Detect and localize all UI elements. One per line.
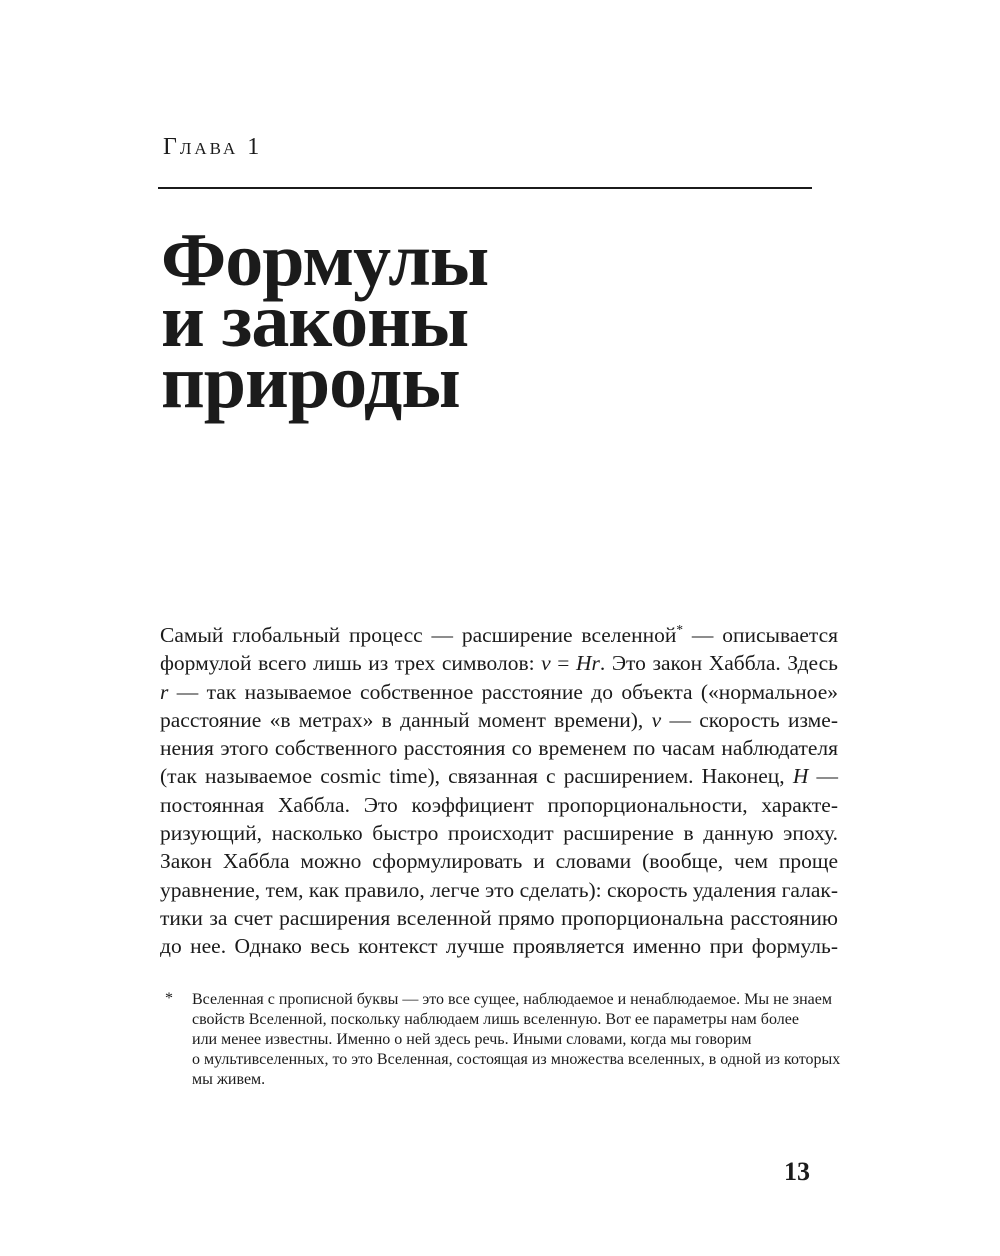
title-line: природы xyxy=(161,340,460,424)
body-segment: — описывается xyxy=(683,623,839,647)
title-line: Формулы xyxy=(161,218,489,302)
body-line xyxy=(160,734,838,762)
footnote-line: мы живем. xyxy=(192,1071,266,1088)
formula-symbol: H xyxy=(792,764,809,789)
body-line xyxy=(160,876,838,904)
body-segment: Закон Хаббла можно сформулировать и словами (вообще, чем проще xyxy=(160,849,838,874)
body-segment: уравнение, тем, как правило, легче это сделать): скорость удаления галак- xyxy=(160,877,838,902)
body-line xyxy=(160,932,838,960)
body-segment: расстояние «в метрах» в данный момент времени), xyxy=(160,707,652,732)
formula-symbol: v xyxy=(651,707,662,732)
chapter-divider-rule xyxy=(158,187,812,189)
body-line xyxy=(160,706,838,734)
body-segment: — скорость изме- xyxy=(661,707,838,732)
body-line xyxy=(160,649,838,677)
body-segment: формулой всего лишь из трех символов: xyxy=(160,651,542,676)
footnote-marker: * xyxy=(165,990,173,1007)
footnote-line: свойств Вселенной, поскольку наблюдаем лишь вселенную. Вот ее параметры нам более xyxy=(192,1011,799,1028)
footnote-line: о мультивселенных, то это Вселенная, состоящая из множества вселенных, в одной из которых xyxy=(192,1051,841,1068)
body-segment: Самый глобальный процесс — расширение вселенной xyxy=(160,623,677,647)
body-segment: постоянная Хаббла. Это коэффициент пропорциональности, характе- xyxy=(160,792,838,817)
formula-symbol: r xyxy=(160,679,169,704)
chapter-title xyxy=(161,218,489,424)
footnote xyxy=(165,990,840,1090)
page-number: 13 xyxy=(784,1157,810,1186)
body-line xyxy=(160,621,838,649)
footnote-text xyxy=(192,990,840,1090)
title-line: и законы xyxy=(161,279,469,363)
body-text xyxy=(160,621,838,961)
body-segment: нения этого собственного расстояния со временем по часам наблюдателя xyxy=(160,736,838,761)
body-segment: = xyxy=(550,651,576,676)
body-line xyxy=(160,678,838,706)
formula-symbol: v xyxy=(541,651,551,676)
body-segment: — так называемое собственное расстояние до объекта («нормальное» xyxy=(168,679,838,704)
footnote-line: или менее известны. Именно о ней здесь речь. Иными словами, когда мы говорим xyxy=(192,1031,752,1048)
body-segment: ризующий, насколько быстро происходит расширение в данную эпоху. xyxy=(160,821,838,846)
body-segment: — xyxy=(808,764,838,789)
body-line xyxy=(160,819,838,847)
footnote-line: Вселенная с прописной буквы — это все сущее, наблюдаемое и ненаблюдаемое. Мы не знаем xyxy=(192,991,832,1008)
body-segment: . Это закон Хаббла. Здесь xyxy=(599,651,838,676)
formula-symbol: Hr xyxy=(576,651,600,676)
footnote-reference-asterisk: * xyxy=(676,621,684,637)
body-segment: тики за счет расширения вселенной прямо пропорциональна расстоянию xyxy=(160,905,838,930)
body-line xyxy=(160,762,838,790)
body-segment: до нее. Однако весь контекст лучше проявляется именно при формуль- xyxy=(160,934,838,959)
body-line xyxy=(160,847,838,875)
chapter-label: Глава 1 xyxy=(163,134,263,160)
body-segment: (так называемое cosmic time), связанная с расширением. Наконец, xyxy=(160,764,793,789)
body-line xyxy=(160,904,838,932)
body-line xyxy=(160,791,838,819)
